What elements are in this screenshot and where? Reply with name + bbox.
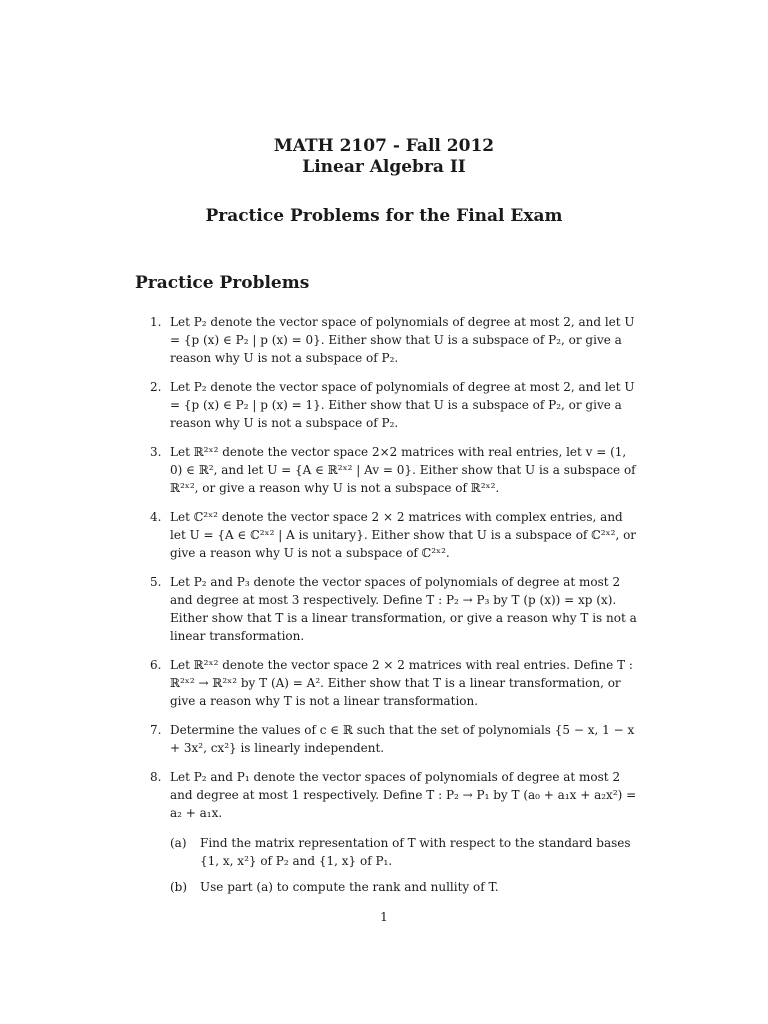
problem-number: 3.	[150, 445, 162, 459]
problem-text: Let P₂ denote the vector space of polynomials of degree at most 2, and let U = {p (x) ∈ P₂ | p (x) = 1}. Either show that U is a subspace of P₂, or give a reason why U is not a subspace of P₂.	[170, 380, 635, 430]
problem-text: Let ℝ²ˣ² denote the vector space 2×2 matrices with real entries, let v = (1, 0) ∈ ℝ², and let U = {A ∈ ℝ²ˣ² | Av = 0}. Either show that U is a subspace of ℝ²ˣ², or give a reason why U is not a subspace of ℝ²ˣ².	[170, 445, 636, 495]
problem-text: Let ℝ²ˣ² denote the vector space 2 × 2 matrices with real entries. Define T : ℝ²ˣ² → ℝ²ˣ² by T (A) = A². Either show that T is a linear transformation, or give a reason why T is not a linear transformation.	[170, 658, 633, 708]
problem-item	[150, 721, 640, 757]
problem-text: Let P₂ and P₁ denote the vector spaces of polynomials of degree at most 2 and degree at most 1 respectively. Define T : P₂ → P₁ by T (a₀ + a₁x + a₂x²) = a₂ + a₁x.	[170, 770, 637, 820]
subpart-text: Find the matrix representation of T with respect to the standard bases {1, x, x²} of P₂ and {1, x} of P₁.	[200, 836, 631, 868]
problem-number: 6.	[150, 658, 162, 672]
problem-item	[150, 656, 640, 710]
problem-list	[150, 313, 640, 907]
problem-number: 2.	[150, 380, 162, 394]
problem-item	[150, 443, 640, 497]
subpart-label: (b)	[170, 880, 188, 894]
problem-number: 7.	[150, 723, 162, 737]
problem-item	[150, 378, 640, 432]
course-name: Linear Algebra II	[302, 157, 466, 177]
problem-item	[150, 313, 640, 367]
problem-text: Let ℂ²ˣ² denote the vector space 2 × 2 matrices with complex entries, and let U = {A ∈ ℂ²ˣ² | A is unitary}. Either show that U is a subspace of ℂ²ˣ², or give a reason why U is not a subspace of ℂ²ˣ².	[170, 510, 637, 560]
problem-number: 1.	[150, 315, 162, 329]
document-title: MATH 2107 - Fall 2012	[273, 136, 495, 156]
problem-item	[150, 573, 640, 645]
problem-text: Determine the values of c ∈ ℝ such that the set of polynomials {5 − x, 1 − x + 3x², cx²} is linearly independent.	[170, 723, 635, 755]
page-number: 1	[380, 910, 388, 924]
title-block	[0, 136, 768, 178]
subpart-label: (a)	[170, 836, 187, 850]
problem-item	[150, 768, 640, 896]
problem-text: Let P₂ and P₃ denote the vector spaces of polynomials of degree at most 2 and degree at most 3 respectively. Define T : P₂ → P₃ by T (p (x)) = xp (x). Either show that T is a linear transformation, or give a reason why T is not a linear transformation.	[170, 575, 637, 643]
problem-text: Let P₂ denote the vector space of polynomials of degree at most 2, and let U = {p (x) ∈ P₂ | p (x) = 0}. Either show that U is a subspace of P₂, or give a reason why U is not a subspace of P₂.	[170, 315, 635, 365]
problem-number: 4.	[150, 510, 162, 524]
section-heading: Practice Problems	[135, 273, 310, 293]
problem-item	[150, 508, 640, 562]
problem-number: 5.	[150, 575, 162, 589]
subpart-text: Use part (a) to compute the rank and nullity of T.	[200, 880, 499, 894]
subpart-item	[170, 878, 640, 896]
subpart-item	[170, 834, 640, 870]
problem-number: 8.	[150, 770, 162, 784]
subpart-list	[170, 834, 640, 896]
document-subtitle: Practice Problems for the Final Exam	[205, 206, 563, 226]
